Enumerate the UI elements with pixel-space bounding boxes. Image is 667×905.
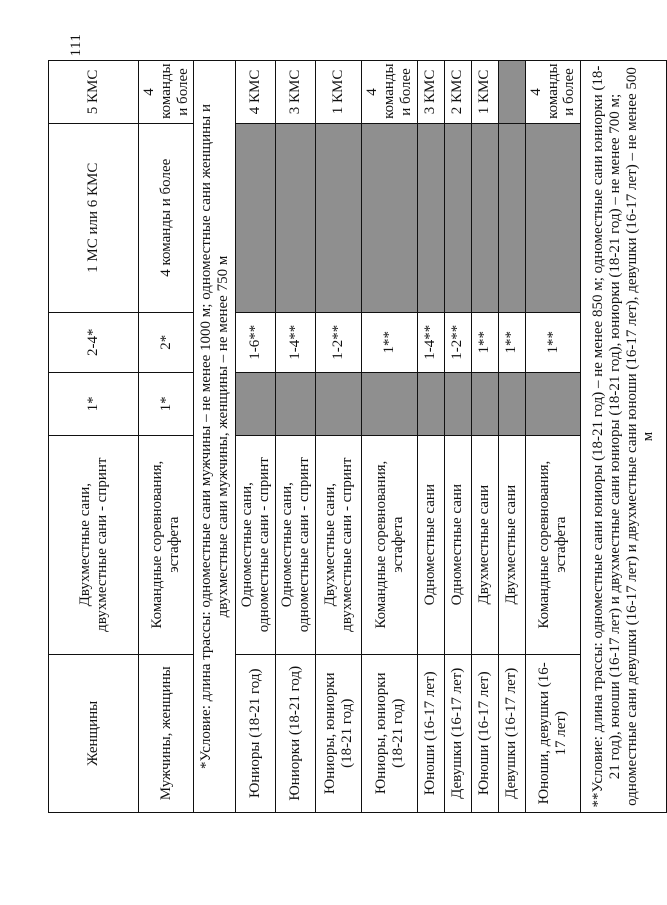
discipline-cell: Командные соревнования, эстафета [525, 435, 580, 654]
group-cell: Девушки (16-17 лет) [498, 654, 525, 812]
value-cell: 1-4** [417, 312, 444, 372]
shaded-cell [417, 123, 444, 312]
value-cell: 2 КМС [444, 61, 471, 124]
value-cell: 1* [49, 372, 139, 435]
footnote-single-star: *Условие: длина трассы: одноместные сани мужчины – не менее 1000 м; одноместные сани женщины и двухместные сани мужчины, женщины – не менее 750 м [194, 61, 236, 813]
shaded-cell [498, 372, 525, 435]
group-cell: Юниоры, юниорки (18-21 год) [362, 654, 417, 812]
discipline-cell: Командные соревнования, эстафета [139, 435, 194, 654]
page-number: 111 [68, 33, 84, 57]
value-cell: 1* [139, 372, 194, 435]
discipline-cell: Одноместные сани [444, 435, 471, 654]
table-row [236, 61, 276, 813]
value-cell: 1** [498, 312, 525, 372]
table-row [525, 61, 580, 813]
table-extension-frame [48, 753, 654, 813]
shaded-cell [444, 123, 471, 312]
table-row [471, 61, 498, 813]
table-row [316, 61, 362, 813]
value-cell: 1 КМС [471, 61, 498, 124]
value-cell: 1** [471, 312, 498, 372]
shaded-cell [362, 372, 417, 435]
value-cell: 5 КМС [49, 61, 139, 124]
value-cell: 1** [362, 312, 417, 372]
value-cell: 4 команды и более [525, 61, 580, 124]
shaded-cell [236, 123, 276, 312]
value-cell: 3 КМС [276, 61, 316, 124]
value-cell: 4 команды и более [139, 123, 194, 312]
table-row [581, 61, 667, 813]
shaded-cell [316, 372, 362, 435]
discipline-cell: Одноместные сани, одноместные сани - спринт [276, 435, 316, 654]
shaded-cell [525, 123, 580, 312]
group-cell: Юноши, девушки (16-17 лет) [525, 654, 580, 812]
shaded-cell [236, 372, 276, 435]
value-cell: 1** [525, 312, 580, 372]
shaded-cell [276, 123, 316, 312]
table-row [139, 61, 194, 813]
table-row [498, 61, 525, 813]
value-cell: 3 КМС [417, 61, 444, 124]
table-row [194, 61, 236, 813]
value-cell: 1-6** [236, 312, 276, 372]
footnote-double-star: **Условие: длина трассы: одноместные сани юниоры (18-21 год) – не менее 850 м; одноместные сани юниорки (18-21 год), юноши (16-17 лет) и двухместные сани юниоры (18-21 год), юниорки (18-21 год) – не менее 700 м; одноместные сани девушки (16-17 лет) и двухместные сани юноши (16-17 лет), девушки (16-17 лет) – не менее 500 м [581, 61, 667, 813]
discipline-cell: Одноместные сани [417, 435, 444, 654]
discipline-cell: Командные соревнования, эстафета [362, 435, 417, 654]
value-cell: 4 команды и более [362, 61, 417, 124]
shaded-cell [525, 372, 580, 435]
value-cell: 1-2** [444, 312, 471, 372]
shaded-cell [276, 372, 316, 435]
group-cell: Юниоры (18-21 год) [236, 654, 276, 812]
group-cell: Юниорки (18-21 год) [276, 654, 316, 812]
table-row [444, 61, 471, 813]
table-row [49, 61, 139, 813]
group-cell: Юноши (16-17 лет) [471, 654, 498, 812]
table-row [362, 61, 417, 813]
shaded-cell [444, 372, 471, 435]
discipline-cell: Двухместные сани [498, 435, 525, 654]
group-cell: Девушки (16-17 лет) [444, 654, 471, 812]
value-cell: 1-4** [276, 312, 316, 372]
value-cell: 1 КМС [316, 61, 362, 124]
shaded-cell [471, 123, 498, 312]
value-cell: 2* [139, 312, 194, 372]
qualification-table [48, 60, 667, 813]
group-cell: Юниоры, юниорки (18-21 год) [316, 654, 362, 812]
table-row [417, 61, 444, 813]
discipline-cell: Двухместные сани, двухместные сани - спринт [49, 435, 139, 654]
discipline-cell: Одноместные сани, одноместные сани - спринт [236, 435, 276, 654]
group-cell: Юноши (16-17 лет) [417, 654, 444, 812]
table-row [276, 61, 316, 813]
shaded-cell [498, 123, 525, 312]
shaded-cell [498, 61, 525, 124]
value-cell: 1-2** [316, 312, 362, 372]
value-cell: 2-4* [49, 312, 139, 372]
group-cell: Мужчины, женщины [139, 654, 194, 812]
shaded-cell [316, 123, 362, 312]
shaded-cell [362, 123, 417, 312]
value-cell: 4 КМС [236, 61, 276, 124]
shaded-cell [471, 372, 498, 435]
discipline-cell: Двухместные сани, двухместные сани - спринт [316, 435, 362, 654]
value-cell: 4 команды и более [139, 61, 194, 124]
value-cell: 1 МС или 6 КМС [49, 123, 139, 312]
shaded-cell [417, 372, 444, 435]
discipline-cell: Двухместные сани [471, 435, 498, 654]
group-cell: Женщины [49, 654, 139, 812]
